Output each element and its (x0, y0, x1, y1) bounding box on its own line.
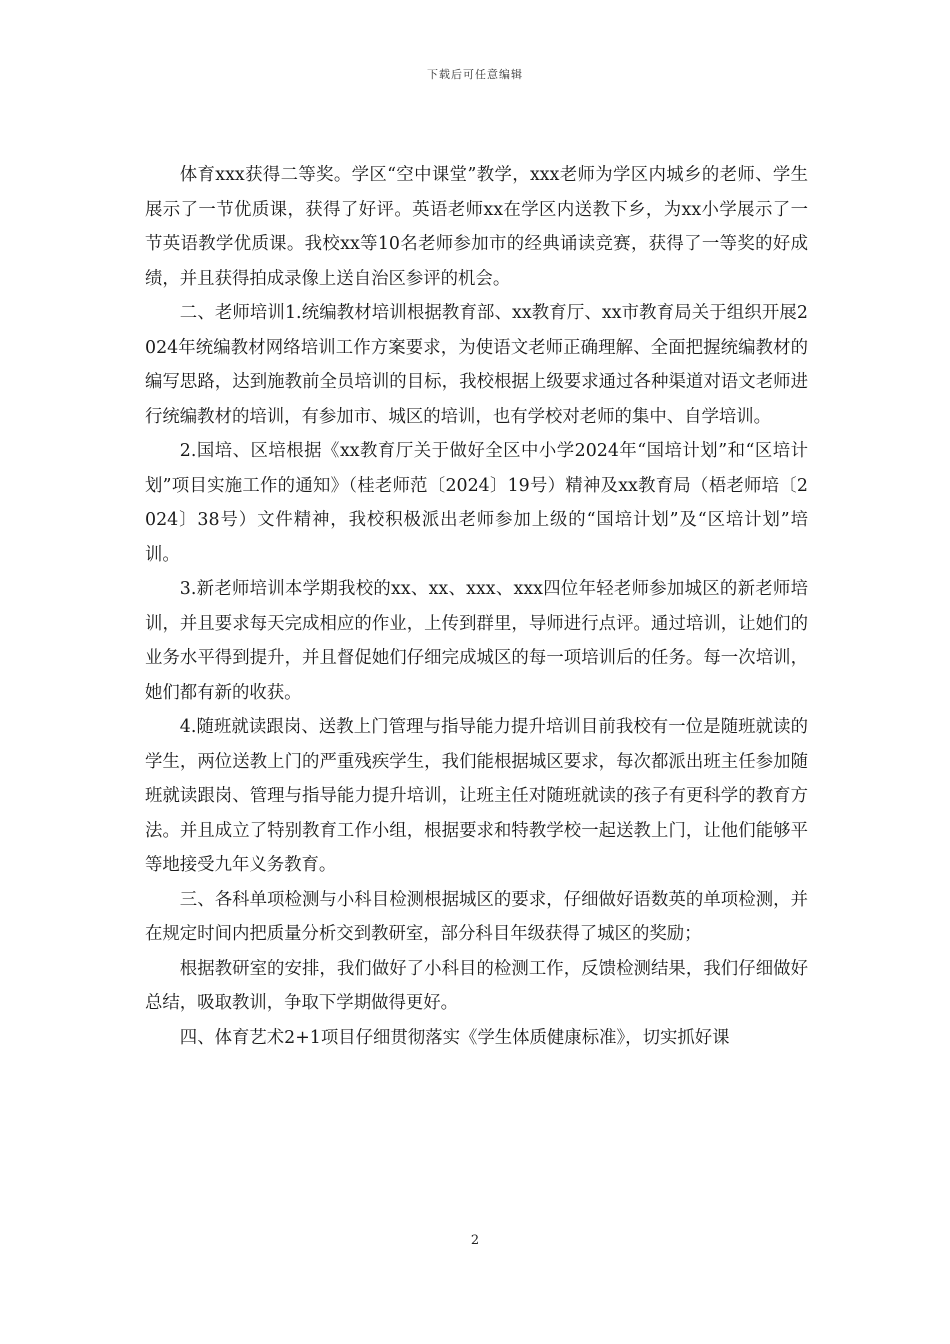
page-number: 2 (470, 1233, 480, 1248)
paragraph-sports-arts: 四、体育艺术2+1项目仔细贯彻落实《学生体质健康标准》，切实抓好课 (179, 1027, 730, 1048)
paragraph-awards: 体育xxx获得二等奖。学区“空中课堂”教学，xxx老师为学区内城乡的老师、学生展示了一节优质课，获得了好评。英语老师xx在学区内送教下乡，为xx小学展示了一节英语教学优质课。我校xx等10名老师参加市的经典诵读竞赛，获得了一等奖的好成绩，并且获得拍成录像上送自治区参评的机会。 (145, 165, 808, 289)
document-body (145, 158, 808, 1055)
paragraph-national-training: 2.国培、区培根据《xx教育厅关于做好全区中小学2024年“国培计划”和“区培计划”项目实施工作的通知》（桂老师范〔2024〕19号）精神及xx教育局（梧老师培〔2024〕38号）文件精神，我校积极派出老师参加上级的“国培计划”及“区培计划”培训。 (145, 441, 808, 565)
paragraph-subject-testing: 三、各科单项检测与小科目检测根据城区的要求，仔细做好语数英的单项检测，并在规定时间内把质量分析交到教研室，部分科目年级获得了城区的奖励； (145, 889, 808, 944)
paragraph-minor-subject-testing: 根据教研室的安排，我们做好了小科目的检测工作，反馈检测结果，我们仔细做好总结，吸取教训，争取下学期做得更好。 (145, 958, 808, 1013)
page-header-note: 下载后可任意编辑 (427, 68, 523, 81)
paragraph-inclusive-education: 4.随班就读跟岗、送教上门管理与指导能力提升培训目前我校有一位是随班就读的学生，两位送教上门的严重残疾学生，我们能根据城区要求，每次都派出班主任参加随班就读跟岗、管理与指导能力提升培训，让班主任对随班就读的孩子有更科学的教育方法。并且成立了特别教育工作小组，根据要求和特教学校一起送教上门，让他们能够平等地接受九年义务教育。 (145, 717, 808, 875)
paragraph-new-teacher-training: 3.新老师培训本学期我校的xx、xx、xxx、xxx四位年轻老师参加城区的新老师培训，并且要求每天完成相应的作业，上传到群里，导师进行点评。通过培训，让她们的业务水平得到提升，并且督促她们仔细完成城区的每一项培训后的任务。每一次培训，她们都有新的收获。 (145, 579, 808, 703)
paragraph-teacher-training: 二、老师培训1.统编教材培训根据教育部、xx教育厅、xx市教育局关于组织开展2024年统编教材网络培训工作方案要求，为使语文老师正确理解、全面把握统编教材的编写思路，达到施教前全员培训的目标，我校根据上级要求通过各种渠道对语文老师进行统编教材的培训，有参加市、城区的培训，也有学校对老师的集中、自学培训。 (145, 303, 808, 427)
